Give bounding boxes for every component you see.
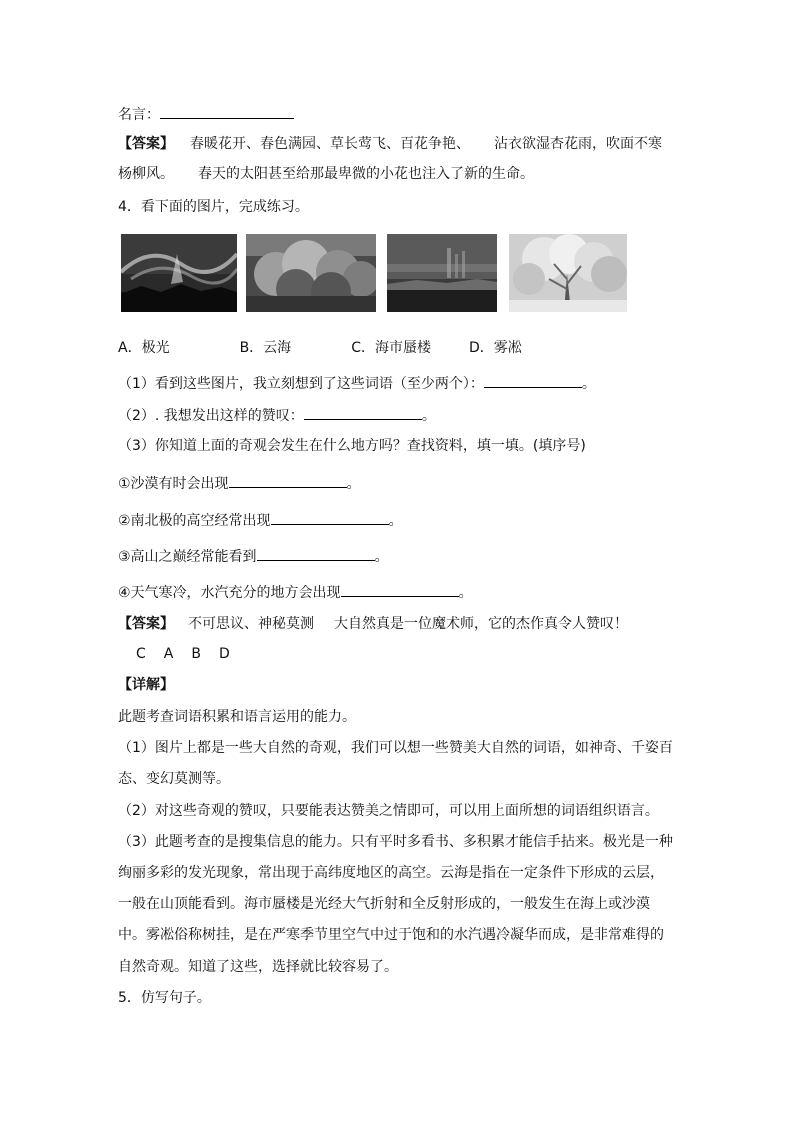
answer3-line1: [118, 134, 662, 154]
famous-saying-label: 名言：: [118, 107, 160, 123]
sub-question-2: （2）. 我想发出这样的赞叹： 。: [118, 405, 436, 426]
answer-text: 春暖花开、春色满园、草长莺飞、百花争艳、: [190, 136, 470, 152]
option-a: A．极光: [118, 340, 170, 356]
answer-tag: 【答案】: [118, 136, 174, 152]
aurora-photo: [121, 234, 237, 312]
question4-title: 4．看下面的图片，完成练习。: [118, 199, 309, 215]
detail-line: 中。雾凇俗称树挂，是在严寒季节里空气中过于饱和的水汽遇冷凝华而成，是非常难得的: [118, 927, 664, 943]
answer-blank: [257, 546, 375, 561]
detail-line: （1）图片上都是一些大自然的奇观，我们可以想一些赞美大自然的词语，如神奇、千姿百: [118, 740, 673, 756]
answer-tag: 【答案】: [118, 616, 174, 632]
sea-of-clouds-photo: [246, 234, 376, 312]
answer-text: 不可思议、神秘莫测: [188, 616, 314, 632]
sub-question-1: （1）看到这些图片，我立刻想到了这些词语（至少两个）： 。: [118, 373, 596, 394]
detail-line: （3）此题考查的是搜集信息的能力。只有平时多看书、多积累才能信手拈来。极光是一种: [118, 834, 673, 850]
mirage-photo: [387, 234, 497, 312]
answer-text: 沾衣欲湿杏花雨，吹面不寒: [494, 136, 662, 152]
answer-text: 春天的太阳甚至给那最卑微的小花也注入了新的生命。: [198, 166, 534, 182]
sub-question-3: （3）你知道上面的奇观会发生在什么地方吗？查找资料，填一填。(填序号): [118, 438, 586, 454]
fill-blank-4: ④天气寒冷，水汽充分的地方会出现 。: [118, 582, 473, 603]
option-c: C．海市蜃楼: [351, 340, 431, 356]
answer4-line1: [118, 614, 628, 634]
answer-blank: [271, 510, 389, 525]
detail-line: 一般在山顶能看到。海市蜃楼是光经大气折射和全反射形成的，一般发生在海上或沙漠: [118, 896, 650, 912]
detail-line: 此题考查词语积累和语言运用的能力。: [118, 709, 356, 725]
answer4-letters: C A B D: [136, 646, 230, 662]
detail-line: 自然奇观。知道了这些，选择就比较容易了。: [118, 959, 398, 975]
fill-blank-1: ①沙漠有时会出现 。: [118, 473, 361, 494]
rime-photo: [509, 234, 627, 312]
fill-blank-2: ②南北极的高空经常出现 。: [118, 510, 403, 531]
answer-blank: [484, 373, 582, 388]
answer-blank: [341, 582, 459, 597]
detail-tag: 【详解】: [118, 677, 174, 693]
famous-saying-line: [118, 104, 294, 125]
answer-blank: [229, 473, 347, 488]
detail-line: 态、变幻莫测等。: [118, 771, 230, 787]
options-line: [118, 338, 522, 358]
famous-saying-blank: [160, 104, 294, 119]
answer3-line2: [118, 164, 534, 184]
detail-line: （2）对这些奇观的赞叹，只要能表达赞美之情即可，可以用上面所想的词语组织语言。: [118, 803, 659, 819]
answer-text: 杨柳风。: [118, 166, 174, 182]
answer-text: 大自然真是一位魔术师，它的杰作真令人赞叹！: [334, 616, 628, 632]
answer-blank: [304, 405, 422, 420]
fill-blank-3: ③高山之巅经常能看到 。: [118, 546, 389, 567]
question5-title: 5．仿写句子。: [118, 990, 211, 1006]
option-b: B．云海: [239, 340, 292, 356]
detail-line: 绚丽多彩的发光现象，常出现于高纬度地区的高空。云海是指在一定条件下形成的云层，: [118, 865, 664, 881]
photo-row: [121, 234, 631, 314]
option-d: D．雾凇: [468, 340, 522, 356]
